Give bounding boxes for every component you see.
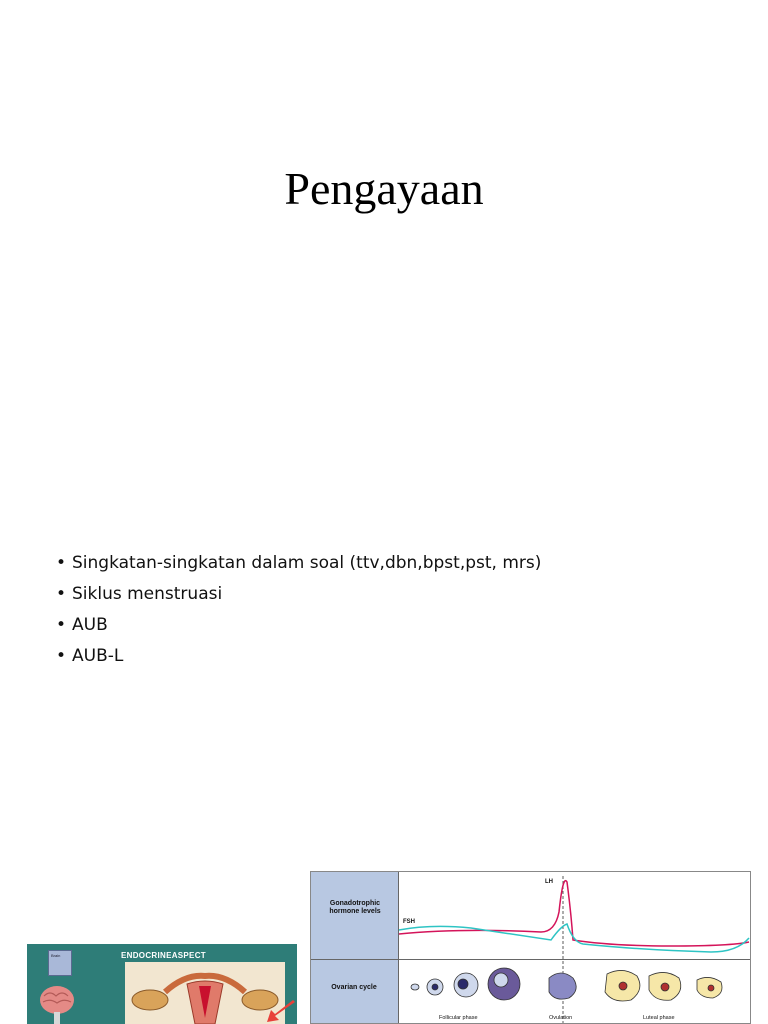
- brain-label: Brain: [51, 953, 61, 958]
- lh-label: LH: [545, 879, 553, 885]
- arrow-icon: [265, 1000, 297, 1024]
- ovarian-cycle-label: Ovarian cycle: [331, 984, 377, 991]
- luteal-phase-label: Luteal phase: [643, 1015, 675, 1021]
- endocrine-heading: ENDOCRINEASPECT: [121, 951, 206, 960]
- bullet-list: [56, 548, 541, 672]
- endocrine-image: [27, 944, 297, 1024]
- follicle-stages: [411, 968, 722, 1001]
- slide-title: Pengayaan: [284, 163, 484, 214]
- hormone-curves: [311, 872, 751, 1024]
- brain-illustration: [38, 984, 76, 1024]
- uterus-illustration: [125, 962, 285, 1024]
- follicular-phase-label: Follicular phase: [439, 1015, 478, 1021]
- fsh-curve: [399, 924, 749, 952]
- fsh-label: FSH: [403, 919, 415, 925]
- gonadotrophic-label: Gonadotrophic hormone levels: [329, 900, 381, 915]
- bullet-item: • AUB-L: [56, 641, 541, 672]
- menstrual-cycle-figure: [310, 871, 751, 1024]
- bullet-item: • Siklus menstruasi: [56, 579, 541, 610]
- bullet-item: • AUB: [56, 610, 541, 641]
- bullet-item: • Singkatan-singkatan dalam soal (ttv,dbn,bpst,pst, mrs): [56, 548, 541, 579]
- ovulation-label: Ovulation: [549, 1015, 573, 1021]
- lh-curve: [399, 881, 749, 946]
